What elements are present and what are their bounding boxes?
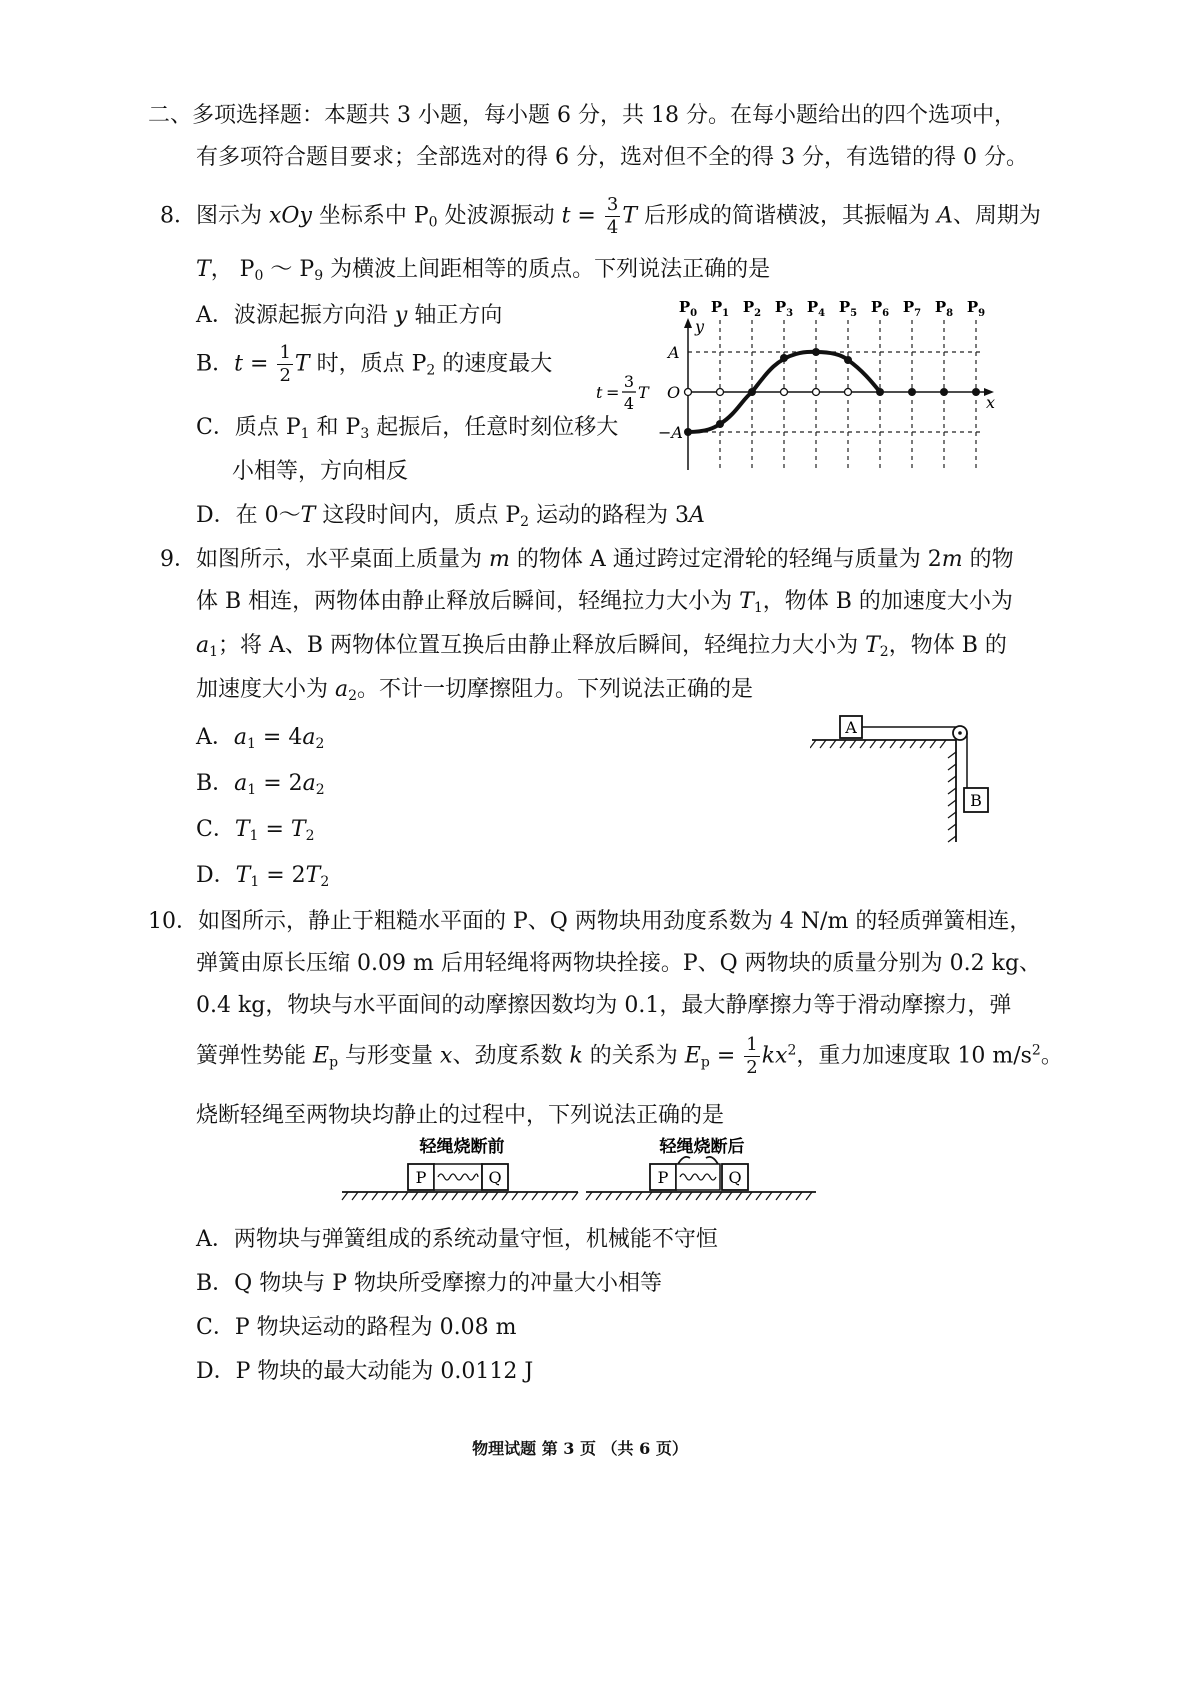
particle-labels [679,298,985,319]
q8-fraction: $\frac{3}{4}$ [606,194,619,238]
page-footer: 物理试题 第 3 页 （共 6 页） [472,1439,688,1458]
neg-amplitude-label: −A [658,423,683,442]
q8-number: 8． [160,203,196,229]
q10-option-d: D．P 物块的最大动能为 0.0112 J [196,1359,534,1384]
svg-text:P: P [657,1168,669,1187]
q10-option-b: B．Q 物块与 P 物块所受摩擦力的冲量大小相等 [196,1271,662,1296]
svg-text:3: 3 [623,372,635,391]
amplitude-label: A [668,343,680,362]
section-heading-line2: 有多项符合题目要求；全部选对的得 6 分，选对但不全的得 3 分，有选错的得 0 分。 [196,145,1028,170]
q8-option-b: B．t = $\frac{1}{2}$ T 时，质点 $P_2$ 的速度最大 [196,342,553,386]
q9-stem-line2: 体 B 相连，两物体由静止释放后瞬间，轻绳拉力大小为 $T_1$，物体 B 的加速度大小为 [196,589,1013,616]
particle-p8 [940,388,948,396]
q10-option-a: A．两物块与弹簧组成的系统动量守恒，机械能不守恒 [196,1227,718,1252]
time-label [596,372,650,413]
broken-rope-left [678,1157,690,1164]
q9-stem-line1: 9．如图所示，水平桌面上质量为 m 的物体 A 通过跨过定滑轮的轻绳与质量为 2m 的物 [160,547,1014,572]
after-hatching [586,1192,812,1200]
label-p7: $P_7$ [902,298,922,319]
q9-pulley-figure [810,708,1010,848]
svg-text:Q: Q [728,1168,742,1187]
q8-option-d: D．在 0～T 这段时间内，质点 $P_2$ 运动的路程为 3A [196,503,705,530]
q9-option-d: D．$T_1 = 2T_2$ [196,863,330,890]
edge-hatching [948,752,956,842]
q8-stem-line1: 8．图示为 xOy 坐标系中 $P_0$ 处波源振动 t = $\frac{3}{4}$ T 后形成的简谐横波，其振幅为 A、周期为 [160,194,1041,238]
origin-label: O [667,383,681,402]
particle-p0 [684,428,692,436]
particle-p3 [780,354,788,362]
q9-option-a: A．$a_1 = 4a_2$ [196,725,325,752]
q10-stem-line4: 簧弹性势能 $E_p$ 与形变量 x、劲度系数 k 的关系为 $E_p$ = $\frac{1}{2}$ $kx^2$，重力加速度取 10 $m/s^2$。 [196,1034,1063,1078]
q10-spring-figure [340,1136,820,1210]
q10-stem-line2: 弹簧由原长压缩 0.09 m 后用轻绳将两物块拴接。P、Q 两物块的质量分别为 0.2 kg、 [196,951,1042,976]
q8-wave-figure [596,292,1006,478]
label-p1: $P_1$ [710,298,730,319]
q8-stem-line2: T， $P_0$ ～ $P_9$ 为横波上间距相等的质点。下列说法正确的是 [196,257,771,284]
svg-text:t: t [596,383,603,402]
block-a-label: A [845,718,857,737]
caption-before: 轻绳烧断前 [419,1137,505,1157]
y-axis-label: y [695,317,705,336]
table-hatching [810,740,946,748]
section-heading-line1: 二、多项选择题：本题共 3 小题，每小题 6 分，共 18 分。在每小题给出的四个选项中， [148,103,1016,128]
q10-stem-line3: 0.4 kg，物块与水平面间的动摩擦因数均为 0.1，最大静摩擦力等于滑动摩擦力，弹 [196,993,1012,1018]
caption-after: 轻绳烧断后 [659,1137,745,1157]
before-hatching [342,1192,578,1200]
q9-option-b: B．$a_1 = 2a_2$ [196,771,325,798]
svg-text:4: 4 [623,394,635,413]
broken-rope-right [706,1157,718,1164]
particle-p4 [812,348,820,356]
particle-p7 [908,388,916,396]
label-p6: $P_6$ [870,298,890,319]
q8-option-c-line2: 小相等，方向相反 [232,459,409,484]
label-p9: $P_9$ [966,298,986,319]
q8-option-a: A．波源起振方向沿 y 轴正方向 [196,303,503,328]
q9-stem-line3: $a_1$；将 A、B 两物体位置互换后由静止释放后瞬间，轻绳拉力大小为 $T_2$，物体 B 的 [196,633,1007,660]
svg-text:T: T [638,383,649,402]
label-p8: $P_8$ [934,298,954,319]
q10-stem-line1: 10．如图所示，静止于粗糙水平面的 P、Q 两物块用劲度系数为 4 N/m 的轻质弹簧相连， [148,909,1032,934]
y-axis-arrow [684,318,692,328]
particle-p1 [716,420,724,428]
before-spring-casing [434,1164,482,1190]
svg-text:P: P [415,1168,427,1187]
q9-number: 9． [160,547,196,572]
q9-option-c: C．$T_1 = T_2$ [196,817,315,844]
svg-text:Q: Q [488,1168,502,1187]
label-p0: $P_0$ [678,298,698,319]
label-p5: $P_5$ [838,298,858,319]
q10-option-c: C．P 物块运动的路程为 0.08 m [196,1315,517,1340]
particle-p6 [876,388,884,396]
particle-p5 [844,356,852,364]
label-p4: $P_4$ [806,298,826,319]
q9-stem-line4: 加速度大小为 $a_2$。不计一切摩擦阻力。下列说法正确的是 [196,677,754,704]
label-p2: $P_2$ [742,298,762,319]
q8-option-c: C．质点 $P_1$ 和 $P_3$ 起振后，任意时刻位移大 [196,415,619,442]
label-p3: $P_3$ [774,298,794,319]
x-axis-label: x [986,393,996,412]
particle-p2 [748,388,756,396]
svg-text:=: = [606,383,620,402]
particle-p9 [972,388,980,396]
block-b-label: B [970,791,982,810]
q10-number: 10． [148,909,198,934]
q10-stem-line5: 烧断轻绳至两物块均静止的过程中，下列说法正确的是 [196,1103,725,1128]
